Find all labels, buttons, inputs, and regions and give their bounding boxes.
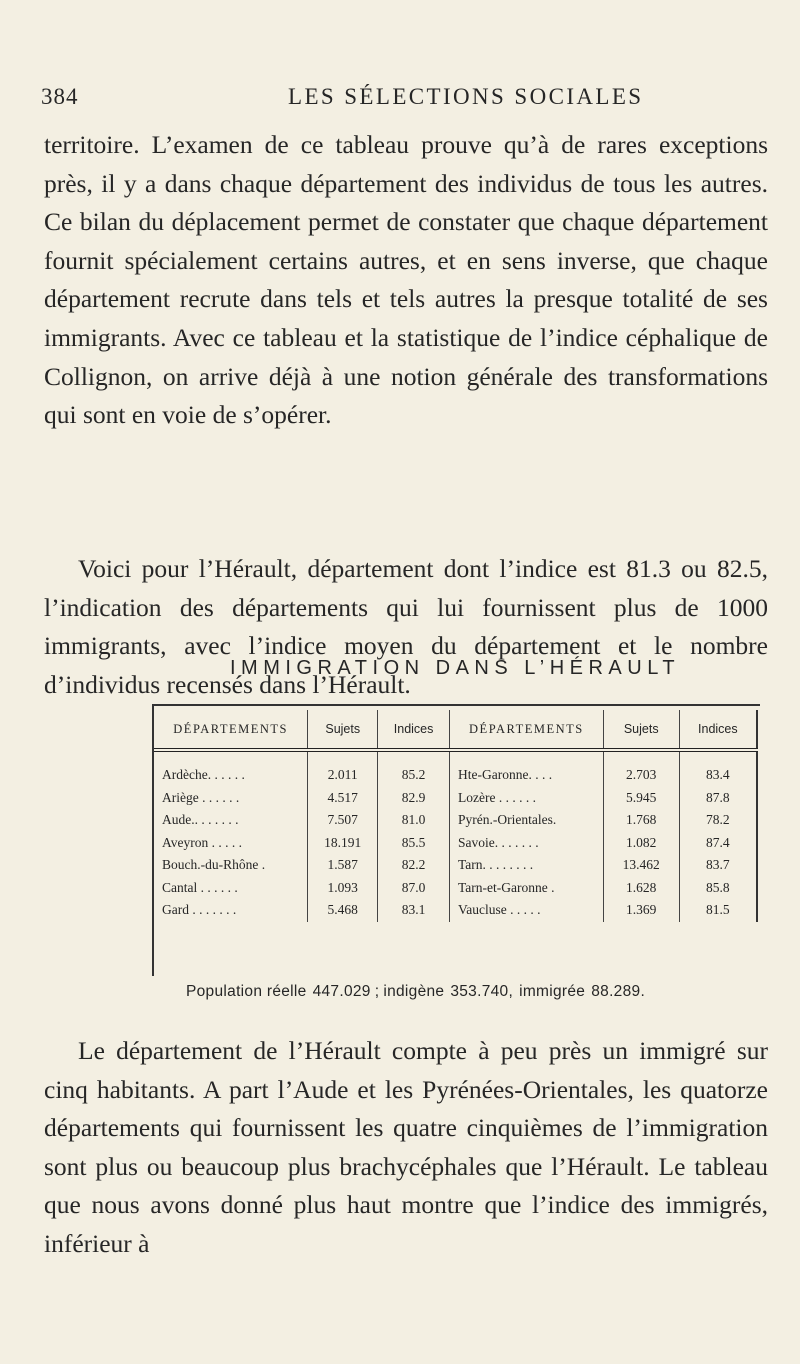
dept-cell: Ariège . . . . . .	[162, 789, 240, 805]
index-cell: 82.2	[378, 854, 450, 877]
index-cell: 87.0	[378, 877, 450, 900]
index-cell: 81.0	[378, 809, 450, 832]
paragraph-conclusion	[44, 1032, 768, 1264]
index-cell: 87.8	[679, 787, 757, 810]
subjects-cell: 7.507	[308, 809, 378, 832]
subjects-cell: 5.945	[603, 787, 679, 810]
col-header-indices-2: Indices	[679, 710, 757, 750]
subjects-cell: 1.628	[603, 877, 679, 900]
dept-cell: Tarn-et-Garonne .	[450, 877, 604, 900]
paragraph-herault	[44, 550, 768, 704]
col-header-indices: Indices	[378, 710, 450, 750]
population-native-label: indigène	[383, 983, 445, 1000]
index-cell: 83.4	[679, 750, 757, 787]
subjects-cell: 1.082	[603, 832, 679, 855]
dept-cell: Lozère . . . . . .	[450, 787, 604, 810]
dept-cell: Aude.. . . . . . .	[162, 812, 239, 828]
table-row	[154, 854, 757, 877]
table-row	[154, 899, 757, 922]
index-cell: 83.1	[378, 899, 450, 922]
index-cell: 83.7	[679, 854, 757, 877]
subjects-cell: 2.011	[308, 750, 378, 787]
dept-cell: Pyrén.-Orientales.	[450, 809, 604, 832]
index-cell: 85.2	[378, 750, 450, 787]
table-row	[154, 877, 757, 900]
col-header-sujets-2: Sujets	[603, 710, 679, 750]
col-header-sujets: Sujets	[308, 710, 378, 750]
page-number: 384	[41, 84, 79, 109]
col-header-departements: DÉPARTEMENTS	[154, 710, 308, 750]
population-note	[186, 983, 645, 1001]
subjects-cell: 2.703	[603, 750, 679, 787]
population-real-value: 447.029	[312, 983, 371, 1000]
index-cell: 78.2	[679, 809, 757, 832]
dept-cell: Ardèche. . . . . .	[162, 767, 245, 783]
paragraph-conclusion-text: Le département de l’Hérault compte à peu près un immigré sur cinq habitants. A part l’Aude et les Pyrénées-Orientales, les quatorze départements qui fournissent les quatre cinquièmes de l’immigration sont plus ou beaucoup plus brachycéphales que l’Hérault. Le tableau que nous avons donné plus haut montre que l’indice des immigrés, inférieur à	[44, 1036, 768, 1258]
index-cell: 87.4	[679, 832, 757, 855]
dept-cell: Savoie. . . . . . .	[450, 832, 604, 855]
table-row	[154, 787, 757, 810]
dept-cell: Gard . . . . . . .	[162, 902, 237, 918]
col-header-departements-2: DÉPARTEMENTS	[450, 710, 604, 750]
population-native-value: 353.740,	[450, 983, 514, 1000]
population-immigrant-value: 88.289.	[591, 983, 646, 1000]
dept-cell: Bouch.-du-Rhône .	[162, 857, 266, 873]
index-cell: 81.5	[679, 899, 757, 922]
index-cell: 85.8	[679, 877, 757, 900]
table-row	[154, 750, 757, 787]
dept-cell: Aveyron . . . . .	[162, 834, 242, 850]
population-real-label: Population réelle	[186, 983, 307, 1000]
subjects-cell: 1.587	[308, 854, 378, 877]
subjects-cell: 4.517	[308, 787, 378, 810]
paragraph-intro: territoire. L’examen de ce tableau prouve qu’à de rares exceptions près, il y a dans chaque département des individus de tous les autres. Ce bilan du déplacement permet de constater que chaque département fournit spécialement certains autres, et en sens inverse, que chaque département recrute dans tels et tels autres la presque totalité de ses immigrants. Avec ce tableau et la statistique de l’indice céphalique de Collignon, on arrive déjà à une notion générale des transformations qui sont en voie de s’opérer.	[44, 130, 768, 430]
subjects-cell: 5.468	[308, 899, 378, 922]
subjects-cell: 1.369	[603, 899, 679, 922]
population-immigrant-label: immigrée	[519, 983, 586, 1000]
subjects-cell: 18.191	[308, 832, 378, 855]
table-top-rule	[152, 704, 760, 706]
dept-cell: Tarn. . . . . . . .	[450, 854, 604, 877]
population-separator: ;	[374, 983, 380, 1000]
table-row	[154, 809, 757, 832]
dept-cell: Hte-Garonne. . . .	[450, 750, 604, 787]
immigration-table	[118, 704, 760, 976]
immigration-table-grid	[154, 710, 758, 922]
dept-cell: Cantal . . . . . .	[162, 879, 238, 895]
table-row	[154, 832, 757, 855]
subjects-cell: 1.768	[603, 809, 679, 832]
running-title: LES SÉLECTIONS SOCIALES	[288, 84, 644, 109]
dept-cell: Vaucluse . . . . .	[450, 899, 604, 922]
subjects-cell: 13.462	[603, 854, 679, 877]
paragraph-herault-text: Voici pour l’Hérault, département dont l’indice est 81.3 ou 82.5, l’indication des départements qui lui fournissent plus de 1000 immigrants, avec l’indice moyen du département et le nombre d’individus recensés dans l’Hérault.	[44, 554, 768, 699]
table-caption: IMMIGRATION DANS L’HÉRAULT	[230, 657, 681, 679]
subjects-cell: 1.093	[308, 877, 378, 900]
index-cell: 82.9	[378, 787, 450, 810]
index-cell: 85.5	[378, 832, 450, 855]
table-header-row	[154, 710, 757, 750]
